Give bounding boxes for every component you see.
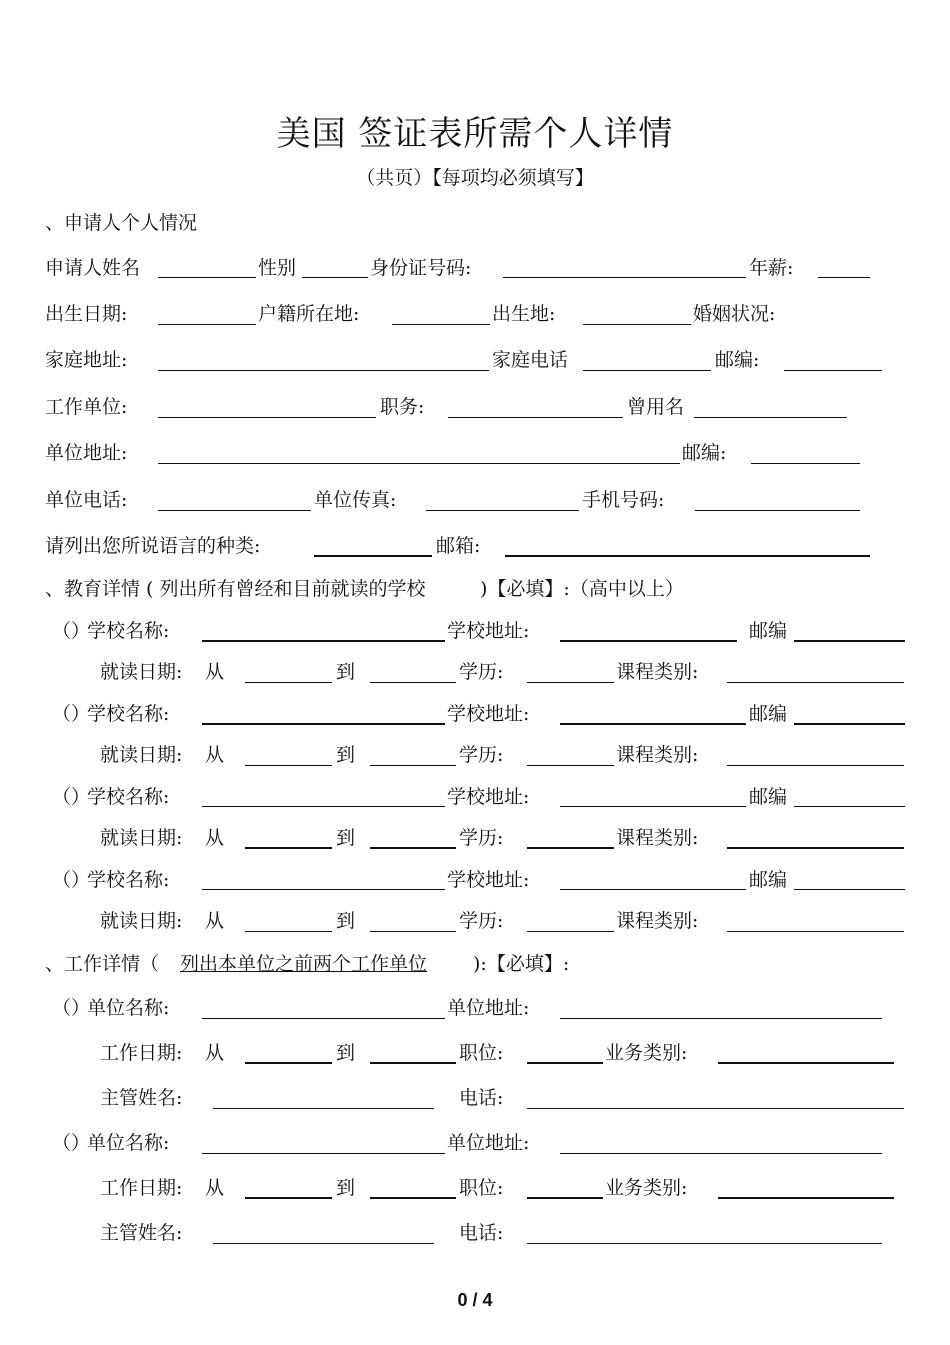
course-field[interactable] — [727, 847, 904, 849]
section1-heading: 、申请人个人情况 — [45, 212, 198, 234]
salary-field[interactable] — [818, 277, 870, 278]
to-field[interactable] — [370, 931, 456, 932]
languages-field[interactable] — [314, 555, 432, 557]
school-name-field[interactable] — [202, 640, 445, 642]
home-postcode-field[interactable] — [784, 370, 882, 371]
school-name-label: 学校名称: — [87, 786, 170, 808]
course-label: 课程类别: — [616, 910, 699, 932]
school-addr-field[interactable] — [560, 723, 746, 725]
school-index: （） — [52, 620, 91, 642]
school-name-label: 学校名称: — [87, 620, 170, 642]
position-label: 职务: — [380, 396, 425, 418]
school-addr-field[interactable] — [560, 640, 737, 642]
company-addr-label: 单位地址: — [447, 1132, 530, 1154]
course-field[interactable] — [727, 682, 904, 683]
employer-postcode-field[interactable] — [751, 463, 860, 464]
course-label: 课程类别: — [616, 744, 699, 766]
from-label: 从 — [205, 661, 225, 683]
study-dates-label: 就读日期: — [100, 661, 183, 683]
id-field[interactable] — [503, 277, 746, 278]
business-field[interactable] — [718, 1062, 894, 1064]
employer-fax-label: 单位传真: — [314, 489, 397, 511]
birthplace-field[interactable] — [583, 324, 691, 325]
phone-label: 电话: — [459, 1087, 504, 1109]
employer-fax-field[interactable] — [426, 510, 579, 511]
business-label: 业务类别: — [605, 1177, 688, 1199]
from-label: 从 — [205, 827, 225, 849]
from-field[interactable] — [245, 682, 332, 683]
degree-field[interactable] — [527, 847, 614, 849]
supervisor-field[interactable] — [213, 1108, 434, 1109]
from-label: 从 — [205, 1177, 225, 1199]
from-field[interactable] — [245, 931, 332, 932]
home-phone-label: 家庭电话 — [492, 349, 569, 371]
hukou-field[interactable] — [392, 324, 490, 325]
mobile-field[interactable] — [695, 510, 860, 511]
school-name-label: 学校名称: — [87, 869, 170, 891]
company-addr-field[interactable] — [560, 1153, 882, 1154]
work-dates-label: 工作日期: — [100, 1042, 183, 1064]
page-indicator: 0 / 4 — [457, 1290, 493, 1310]
school-postcode-field[interactable] — [794, 889, 905, 890]
from-label: 从 — [205, 1042, 225, 1064]
page-subtitle: （共页）【每项均必须填写】 — [356, 167, 594, 189]
study-dates-label: 就读日期: — [100, 827, 183, 849]
job-position-field[interactable] — [527, 1197, 603, 1199]
marital-label: 婚姻状况: — [693, 303, 776, 325]
supervisor-field[interactable] — [213, 1243, 434, 1244]
to-field[interactable] — [370, 847, 456, 849]
study-dates-label: 就读日期: — [100, 744, 183, 766]
from-field[interactable] — [245, 1197, 332, 1199]
school-index: （） — [52, 869, 91, 891]
employer-postcode-label: 邮编: — [682, 442, 727, 464]
name-field[interactable] — [158, 277, 256, 278]
course-field[interactable] — [727, 765, 904, 766]
page-title: 美国 签证表所需个人详情 — [276, 114, 674, 154]
school-addr-label: 学校地址: — [447, 869, 530, 891]
to-field[interactable] — [370, 765, 456, 766]
work-index: （） — [52, 1132, 91, 1154]
school-addr-field[interactable] — [560, 889, 746, 890]
course-label: 课程类别: — [616, 661, 699, 683]
to-label: 到 — [336, 1177, 356, 1199]
home-postcode-label: 邮编: — [715, 349, 760, 371]
section3-heading-underlined: 列出本单位之前两个工作单位 — [180, 953, 428, 975]
to-label: 到 — [336, 1042, 356, 1064]
to-label: 到 — [336, 744, 356, 766]
job-position-label: 职位: — [459, 1042, 504, 1064]
school-name-field[interactable] — [202, 806, 445, 807]
work-index: （） — [52, 997, 91, 1019]
job-position-label: 职位: — [459, 1177, 504, 1199]
degree-field[interactable] — [527, 765, 614, 766]
job-position-field[interactable] — [527, 1062, 603, 1064]
school-name-field[interactable] — [202, 889, 445, 890]
mobile-label: 手机号码: — [582, 489, 665, 511]
school-postcode-label: 邮编 — [749, 869, 788, 891]
languages-label: 请列出您所说语言的种类: — [45, 535, 261, 557]
school-postcode-field[interactable] — [794, 806, 905, 807]
supervisor-label: 主管姓名: — [100, 1087, 183, 1109]
from-field[interactable] — [245, 847, 332, 849]
degree-label: 学历: — [459, 744, 504, 766]
company-addr-label: 单位地址: — [447, 997, 530, 1019]
school-index: （） — [52, 703, 91, 725]
to-label: 到 — [336, 827, 356, 849]
school-postcode-label: 邮编 — [749, 620, 788, 642]
section2-heading-note: )【必填】:（高中以上） — [480, 578, 684, 600]
employer-addr-label: 单位地址: — [45, 442, 128, 464]
to-field[interactable] — [370, 1197, 456, 1199]
company-name-label: 单位名称: — [87, 1132, 170, 1154]
school-index: （） — [52, 786, 91, 808]
work-dates-label: 工作日期: — [100, 1177, 183, 1199]
phone-label: 电话: — [459, 1222, 504, 1244]
school-addr-label: 学校地址: — [447, 786, 530, 808]
gender-field[interactable] — [302, 277, 368, 278]
degree-label: 学历: — [459, 827, 504, 849]
school-addr-field[interactable] — [560, 806, 746, 807]
from-field[interactable] — [245, 765, 332, 766]
company-name-label: 单位名称: — [87, 997, 170, 1019]
to-field[interactable] — [370, 682, 456, 683]
id-label: 身份证号码: — [370, 257, 472, 279]
salary-label: 年薪: — [749, 257, 794, 279]
supervisor-label: 主管姓名: — [100, 1222, 183, 1244]
degree-field[interactable] — [527, 682, 614, 683]
to-field[interactable] — [370, 1062, 456, 1064]
employer-phone-field[interactable] — [158, 510, 311, 511]
email-field[interactable] — [505, 555, 870, 557]
study-dates-label: 就读日期: — [100, 910, 183, 932]
to-label: 到 — [336, 661, 356, 683]
to-label: 到 — [336, 910, 356, 932]
employer-field[interactable] — [158, 417, 376, 418]
section3-heading-note: ):【必填】: — [473, 953, 570, 975]
home-phone-field[interactable] — [583, 370, 711, 371]
school-name-field[interactable] — [202, 723, 445, 725]
course-field[interactable] — [727, 931, 904, 932]
former-name-label: 曾用名 — [627, 396, 685, 418]
employer-addr-field[interactable] — [158, 463, 680, 464]
from-label: 从 — [205, 744, 225, 766]
section2-heading: 、教育详情 ( 列出所有曾经和目前就读的学校 — [45, 578, 426, 600]
name-label: 申请人姓名 — [45, 257, 141, 279]
employer-label: 工作单位: — [45, 396, 128, 418]
degree-field[interactable] — [527, 931, 614, 932]
birthdate-label: 出生日期: — [45, 303, 128, 325]
phone-field[interactable] — [527, 1243, 882, 1244]
school-postcode-label: 邮编 — [749, 703, 788, 725]
hukou-label: 户籍所在地: — [258, 303, 360, 325]
company-addr-field[interactable] — [560, 1018, 882, 1019]
section3-heading: 、工作详情（ — [45, 953, 160, 975]
school-addr-label: 学校地址: — [447, 703, 530, 725]
business-label: 业务类别: — [605, 1042, 688, 1064]
company-name-field[interactable] — [202, 1153, 445, 1154]
former-name-field[interactable] — [694, 417, 847, 418]
degree-label: 学历: — [459, 910, 504, 932]
home-addr-label: 家庭地址: — [45, 349, 128, 371]
school-postcode-field[interactable] — [794, 640, 905, 642]
email-label: 邮箱: — [436, 535, 481, 557]
from-label: 从 — [205, 910, 225, 932]
from-field[interactable] — [245, 1062, 332, 1064]
degree-label: 学历: — [459, 661, 504, 683]
employer-phone-label: 单位电话: — [45, 489, 128, 511]
home-addr-field[interactable] — [158, 370, 489, 371]
business-field[interactable] — [718, 1197, 894, 1199]
school-name-label: 学校名称: — [87, 703, 170, 725]
birthplace-label: 出生地: — [492, 303, 556, 325]
gender-label: 性别 — [258, 257, 297, 279]
school-addr-label: 学校地址: — [447, 620, 530, 642]
position-field[interactable] — [448, 417, 623, 418]
birthdate-field[interactable] — [158, 324, 256, 325]
phone-field[interactable] — [527, 1108, 904, 1109]
course-label: 课程类别: — [616, 827, 699, 849]
school-postcode-field[interactable] — [794, 723, 905, 725]
school-postcode-label: 邮编 — [749, 786, 788, 808]
company-name-field[interactable] — [202, 1018, 445, 1019]
